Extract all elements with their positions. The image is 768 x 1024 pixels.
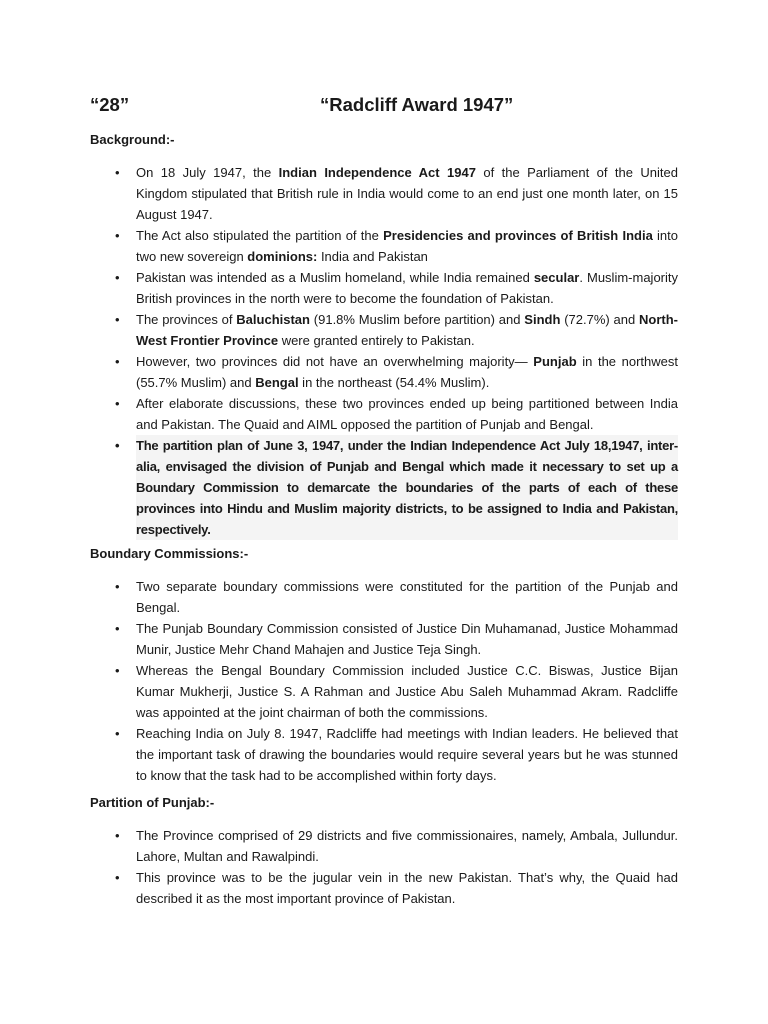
background-bullet-list — [136, 162, 678, 540]
text: into two new sovereign — [136, 228, 678, 264]
list-item — [136, 618, 678, 660]
list-item — [136, 723, 678, 786]
text: The Act also stipulated the partition of the — [136, 228, 384, 243]
text: . Muslim-majority British provinces in the north were to become the foundation of Pakistan. — [136, 270, 678, 306]
text: were granted entirely to Pakistan. — [278, 333, 475, 348]
text: Whereas the Bengal Boundary Commission included Justice C.C. Biswas, Justice Bijan Kumar Mukherji, Justice S. A Rahman and Justice Abu Saleh Muhammad Akram. Radcliffe was appointed at the joint chairman of both the commissions. — [136, 663, 678, 720]
text: in the northeast (54.4% Muslim). — [298, 375, 490, 390]
boundary-bullet-list — [136, 576, 678, 786]
text: of the Parliament of the United Kingdom stipulated that British rule in India would come to an end just one month later, on 15 August 1947. — [136, 165, 679, 222]
list-item — [136, 309, 678, 351]
list-item — [136, 225, 678, 267]
page-title: “Radcliff Award 1947” — [320, 94, 514, 115]
text: After elaborate discussions, these two provinces ended up being partitioned between India and Pakistan. The Quaid and AIML opposed the partition of Punjab and Bengal. — [136, 396, 678, 432]
list-item — [136, 576, 678, 618]
list-item — [136, 267, 678, 309]
punjab-bullet-list — [136, 825, 678, 909]
text: (72.7%) and — [560, 312, 640, 327]
list-item-highlighted — [136, 435, 678, 540]
bold-text: North-West Frontier Province — [136, 312, 679, 348]
list-item — [136, 660, 678, 723]
list-item — [136, 393, 678, 435]
section-heading-boundary-commissions: Boundary Commissions:- — [90, 546, 249, 561]
bold-text: Baluchistan — [236, 312, 310, 327]
text: Pakistan was intended as a Muslim homeland, while India remained — [136, 270, 534, 285]
text: Reaching India on July 8. 1947, Radcliffe had meetings with Indian leaders. He believed that the important task of drawing the boundaries would require several years but he was stunned to know that the task had to be accomplished within forty days. — [136, 726, 678, 783]
bold-text: Indian Independence Act 1947 — [278, 165, 476, 180]
bold-text: Bengal — [255, 375, 299, 390]
text: Two separate boundary commissions were constituted for the partition of the Punjab and Bengal. — [136, 579, 678, 615]
bold-text: dominions: — [247, 249, 318, 264]
text: The Punjab Boundary Commission consisted of Justice Din Muhamanad, Justice Mohammad Munir, Justice Mehr Chand Mahajen and Justice Teja Singh. — [136, 621, 678, 657]
text: This province was to be the jugular vein in the new Pakistan. That’s why, the Quaid had described it as the most important province of Pakistan. — [136, 870, 678, 906]
bold-text: secular — [533, 270, 580, 285]
chapter-number: “28” — [90, 94, 130, 115]
text: On 18 July 1947, the — [136, 165, 279, 180]
bold-text: Punjab — [533, 354, 577, 369]
text: The Province comprised of 29 districts and five commissionaires, namely, Ambala, Jullundur. Lahore, Multan and Rawalpindi. — [136, 828, 678, 864]
section-heading-partition-of-punjab: Partition of Punjab:- — [90, 795, 215, 810]
text: However, two provinces did not have an overwhelming majority— — [136, 354, 534, 369]
text: The provinces of — [136, 312, 237, 327]
list-item — [136, 825, 678, 867]
title-row — [90, 94, 690, 122]
bold-text: The partition plan of June 3, 1947, under the Indian Independence Act July 18,1947, inter-alia, envisaged the division of Punjab and Bengal which made it necessary to set up a Boundary Commission to demarcate the boundaries of the parts of each of these provinces into Hindu and Muslim majority districts, to be assigned to India and Pakistan, respectively. — [136, 438, 678, 537]
list-item — [136, 162, 678, 225]
list-item — [136, 867, 678, 909]
list-item — [136, 351, 678, 393]
text: in the northwest (55.7% Muslim) and — [136, 354, 679, 390]
text: (91.8% Muslim before partition) and — [309, 312, 525, 327]
text: India and Pakistan — [317, 249, 428, 264]
bold-text: Presidencies and provinces of British India — [383, 228, 653, 243]
bold-text: Sindh — [524, 312, 561, 327]
section-heading-background: Background:- — [90, 132, 175, 147]
